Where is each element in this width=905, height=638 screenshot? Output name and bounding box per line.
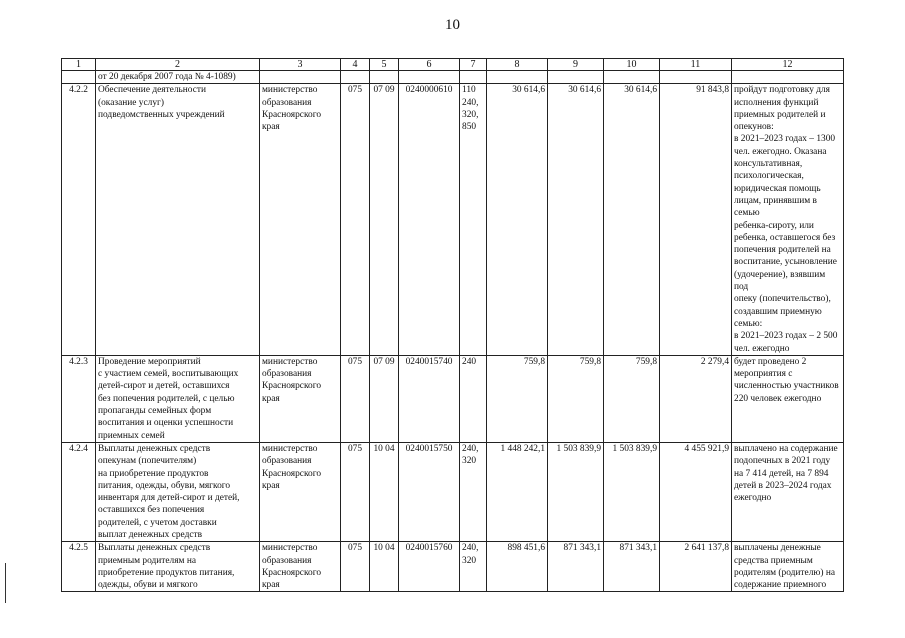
- row-target-code: 0240015740: [399, 355, 460, 442]
- row-value-2021: 1 448 242,1: [487, 442, 548, 541]
- row-number: 4.2.3: [62, 355, 96, 442]
- row-expected-result: пройдут подготовку для исполнения функций приемных родителей и опекунов: в 2021–2023 годах – 1300 чел. ежегодно. Оказана консультативная, психологическая, юридическая помощь лицам, принявшим в семью ребенка-сироту, или ребенка, оставшегося без попечения родителей на воспитание, усыновление (удочерение), взявшим под опеку (попечительство), создавшим приемную семью: в 2021–2023 годах – 2 500 чел. ежегодно: [732, 84, 844, 356]
- row-value-2023: 30 614,6: [604, 84, 660, 356]
- row-target-code: 0240015760: [399, 542, 460, 592]
- row-expected-result: выплачены денежные средства приемным родителям (родителю) на содержание приемного: [732, 542, 844, 592]
- row-value-2023: 759,8: [604, 355, 660, 442]
- row-responsible: министерство образования Красноярского края: [260, 355, 341, 442]
- row-value-total: 2 279,4: [660, 355, 732, 442]
- row-value-total: 4 455 921,9: [660, 442, 732, 541]
- row-description: Проведение мероприятий с участием семей, воспитывающих детей-сирот и детей, оставшихся без попечения родителей, с целью пропаганды семейных форм воспитания и оценки успешности приемных семей: [96, 355, 260, 442]
- row-expected-result: будет проведено 2 мероприятия с численностью участников 220 человек ежегодно: [732, 355, 844, 442]
- row-value-2022: 30 614,6: [548, 84, 604, 356]
- row-expense-type: 240, 320: [460, 442, 487, 541]
- row-expense-type: 110 240, 320, 850: [460, 84, 487, 356]
- row-value-2023: 1 503 839,9: [604, 442, 660, 541]
- row-section-code: 07 09: [370, 355, 399, 442]
- row-target-code: 0240000610: [399, 84, 460, 356]
- continuation-text: от 20 декабря 2007 года № 4-1089): [96, 71, 260, 84]
- row-value-2022: 1 503 839,9: [548, 442, 604, 541]
- header-cell: 3: [260, 59, 341, 71]
- header-cell: 7: [460, 59, 487, 71]
- row-description: Выплаты денежных средств опекунам (попечителям) на приобретение продуктов питания, одежды, обуви, мягкого инвентаря для детей-сирот и детей, оставшихся без попечения родителей, с учетом доставки выплат денежных средств: [96, 442, 260, 541]
- table-row: [62, 542, 844, 592]
- header-cell: 1: [62, 59, 96, 71]
- header-cell: 10: [604, 59, 660, 71]
- row-value-total: 91 843,8: [660, 84, 732, 356]
- row-grbs-code: 075: [341, 84, 370, 356]
- row-grbs-code: 075: [341, 442, 370, 541]
- table-row: [62, 355, 844, 442]
- row-target-code: 0240015750: [399, 442, 460, 541]
- header-cell: 11: [660, 59, 732, 71]
- row-value-2022: 759,8: [548, 355, 604, 442]
- scan-edge-mark: [5, 563, 6, 603]
- header-cell: 6: [399, 59, 460, 71]
- page-number: 10: [445, 17, 460, 33]
- header-cell: 2: [96, 59, 260, 71]
- table-row: [62, 84, 844, 356]
- row-grbs-code: 075: [341, 542, 370, 592]
- row-value-2023: 871 343,1: [604, 542, 660, 592]
- row-responsible: министерство образования Красноярского края: [260, 542, 341, 592]
- row-expected-result: выплачено на содержание подопечных в 2021 году на 7 414 детей, на 7 894 детей в 2023–2024 годах ежегодно: [732, 442, 844, 541]
- header-cell: 4: [341, 59, 370, 71]
- row-section-code: 10 04: [370, 442, 399, 541]
- budget-table: [61, 58, 844, 592]
- row-number: 4.2.4: [62, 442, 96, 541]
- header-cell: 12: [732, 59, 844, 71]
- header-cell: 8: [487, 59, 548, 71]
- row-number: 4.2.2: [62, 84, 96, 356]
- header-row: [62, 59, 844, 71]
- table-row: [62, 442, 844, 541]
- row-value-2021: 30 614,6: [487, 84, 548, 356]
- row-value-2021: 759,8: [487, 355, 548, 442]
- row-section-code: 07 09: [370, 84, 399, 356]
- row-grbs-code: 075: [341, 355, 370, 442]
- header-cell: 9: [548, 59, 604, 71]
- row-expense-type: 240, 320: [460, 542, 487, 592]
- row-expense-type: 240: [460, 355, 487, 442]
- row-value-2022: 871 343,1: [548, 542, 604, 592]
- row-responsible: министерство образования Красноярского края: [260, 442, 341, 541]
- header-cell: 5: [370, 59, 399, 71]
- row-description: Обеспечение деятельности (оказание услуг) подведомственных учреждений: [96, 84, 260, 356]
- row-description: Выплаты денежных средств приемным родителям на приобретение продуктов питания, одежды, обуви и мягкого: [96, 542, 260, 592]
- row-number: 4.2.5: [62, 542, 96, 592]
- continuation-row: [62, 71, 844, 84]
- row-section-code: 10 04: [370, 542, 399, 592]
- row-responsible: министерство образования Красноярского края: [260, 84, 341, 356]
- row-value-2021: 898 451,6: [487, 542, 548, 592]
- row-value-total: 2 641 137,8: [660, 542, 732, 592]
